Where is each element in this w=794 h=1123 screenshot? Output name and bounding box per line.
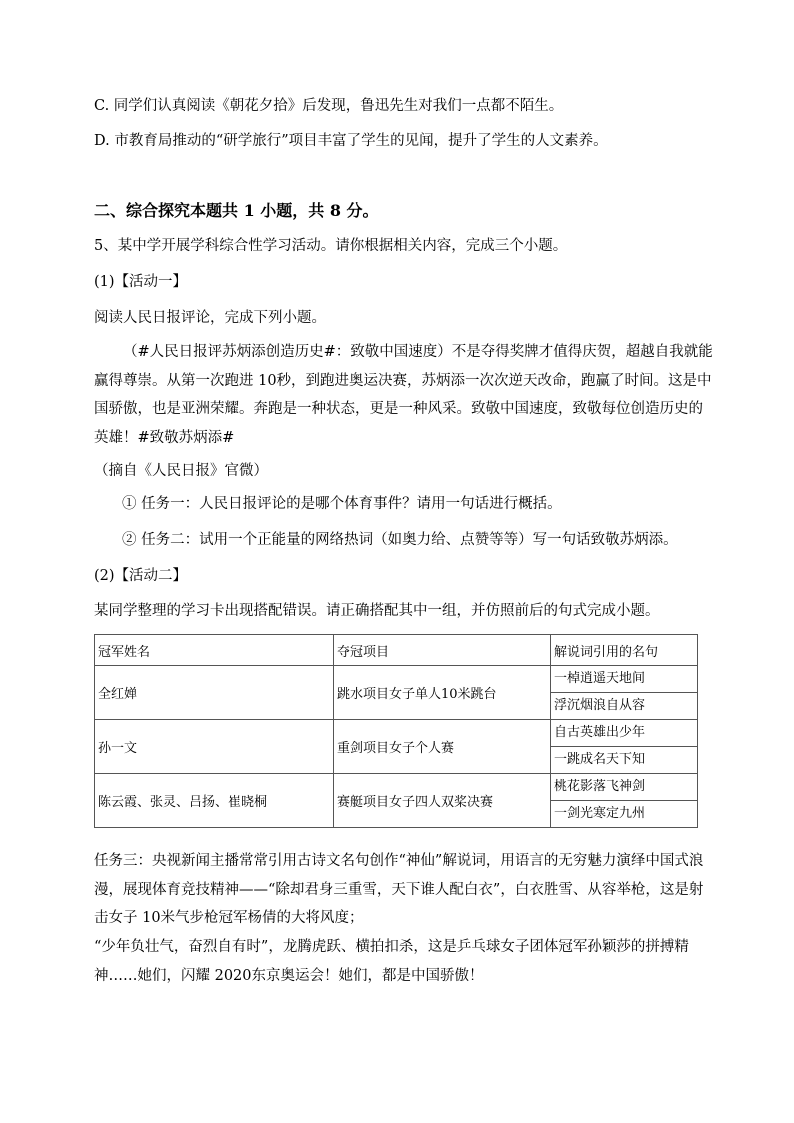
activity-1-label: (1)【活动一】 (94, 274, 188, 290)
quote-line: 浮沉烟浪自从容 (554, 698, 646, 713)
champion-name: 孙一文 (95, 720, 334, 774)
option-d: D. 市教育局推动的“研学旅行”项目丰富了学生的见闻，提升了学生的人文素养。 (94, 133, 608, 149)
task-2: ② 任务二：试用一个正能量的网络热词（如奥力给、点赞等等）写一句话致敬苏炳添。 (122, 532, 678, 548)
task-1: ① 任务一：人民日报评论的是哪个体育事件？请用一句话进行概括。 (122, 496, 562, 512)
section-heading: 二、综合探究本题共 1 小题，共 8 分。 (94, 201, 379, 220)
quote-line: 自古英雄出少年 (551, 720, 697, 747)
champion-event: 跳水项目女子单人10米跳台 (334, 666, 551, 720)
table-row (95, 720, 698, 774)
champions-table (94, 634, 698, 828)
option-c: C. 同学们认真阅读《朝花夕拾》后发现，鲁迅先生对我们一点都不陌生。 (94, 98, 564, 114)
question-5-stem: 5、某中学开展学科综合性学习活动。请你根据相关内容，完成三个小题。 (94, 238, 568, 254)
news-passage: （#人民日报评苏炳添创造历史#：致敬中国速度）不是夺得奖牌才值得庆贺，超越自我就能赢得尊崇。从第一次跑进 10秒，到跑进奥运决赛，苏炳添一次次逆天改命，跑赢了时间。这是中国骄傲，也是亚洲荣耀。奔跑是一种状态，更是一种风采。致敬中国速度，致敬每位创造历史的英雄！#致敬苏炳添# (94, 344, 713, 446)
quote-line: 一跳成名天下知 (554, 752, 646, 767)
table-row (95, 666, 698, 720)
quote-line: 桃花影落飞神剑 (551, 774, 697, 801)
activity-1-intro: 阅读人民日报评论，完成下列小题。 (94, 310, 326, 326)
activity-2-intro: 某同学整理的学习卡出现搭配错误。请正确搭配其中一组，并仿照前后的句式完成小题。 (94, 603, 660, 619)
task-3-continued: “少年负壮气，奋烈自有时”，龙腾虎跃、横拍扣杀，这是乒乓球女子团体冠军孙颖莎的拼搏精神……她们，闪耀 2020东京奥运会！她们，都是中国骄傲！ (94, 939, 689, 984)
activity-2-label: (2)【活动二】 (94, 568, 188, 584)
header-event: 夺冠项目 (334, 635, 551, 666)
quote-line: 一棹逍遥天地间 (551, 666, 697, 693)
passage-source: （摘自《人民日报》官微） (94, 463, 268, 479)
table-row (95, 774, 698, 828)
champion-name: 全红婵 (95, 666, 334, 720)
champion-event: 赛艇项目女子四人双桨决赛 (334, 774, 551, 828)
champion-quotes (551, 720, 698, 774)
header-quote: 解说词引用的名句 (551, 635, 698, 666)
champion-name: 陈云霞、张灵、吕扬、崔晓桐 (95, 774, 334, 828)
champion-quotes (551, 666, 698, 720)
table-header-row (95, 635, 698, 666)
champion-quotes (551, 774, 698, 828)
quote-line: 一剑光寒定九州 (554, 806, 646, 821)
champion-event: 重剑项目女子个人赛 (334, 720, 551, 774)
header-name: 冠军姓名 (95, 635, 334, 666)
task-3: 任务三：央视新闻主播常常引用古诗文名句创作“神仙”解说词，用语言的无穷魅力演绎中国式浪漫，展现体育竞技精神——“除却君身三重雪，天下谁人配白衣”，白衣胜雪、从容举枪，这是射击女子 10米气步枪冠军杨倩的大将风度； (94, 853, 704, 926)
